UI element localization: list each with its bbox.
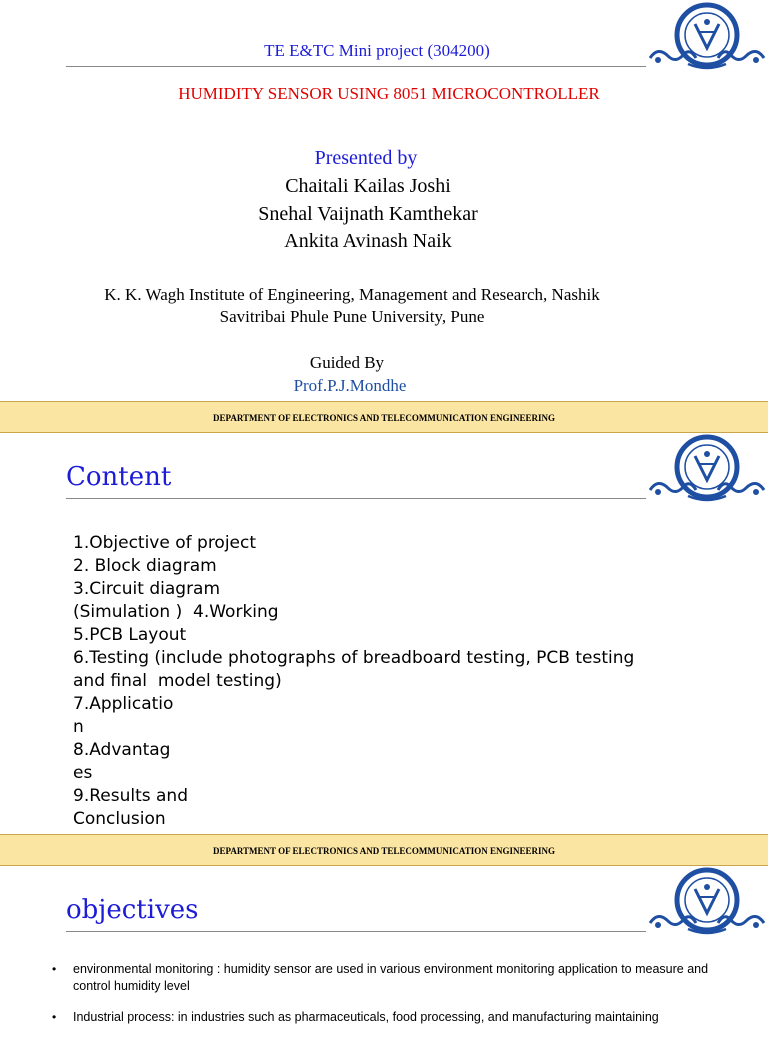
bullet-icon: • bbox=[52, 1010, 57, 1024]
content-slide bbox=[0, 434, 768, 834]
presenter-name-3: Ankita Avinash Naik bbox=[284, 230, 452, 252]
college-emblem-icon bbox=[648, 2, 766, 72]
objectives-slide bbox=[0, 867, 768, 1024]
header-divider bbox=[66, 931, 646, 932]
bullet-icon: • bbox=[52, 962, 57, 976]
department-footer: DEPARTMENT OF ELECTRONICS AND TELECOMMUNICATION ENGINEERING bbox=[0, 834, 768, 866]
list-item: Conclusion bbox=[73, 809, 166, 829]
list-item bbox=[52, 961, 712, 995]
list-item: 7.Applicatio bbox=[73, 694, 174, 714]
slide-title: objectives bbox=[66, 895, 199, 925]
list-item: 8.Advantag bbox=[73, 740, 171, 760]
department-footer: DEPARTMENT OF ELECTRONICS AND TELECOMMUNICATION ENGINEERING bbox=[0, 401, 768, 433]
list-item: and final model testing) bbox=[73, 671, 282, 691]
content-list bbox=[73, 532, 723, 854]
project-title: HUMIDITY SENSOR USING 8051 MICROCONTROLLER bbox=[178, 84, 600, 103]
list-item: n bbox=[73, 717, 84, 737]
list-item: (Simulation ) 4.Working bbox=[73, 602, 279, 622]
presenter-name-2: Snehal Vaijnath Kamthekar bbox=[258, 203, 478, 225]
presented-by-label: Presented by bbox=[314, 147, 418, 169]
guided-by-label: Guided By bbox=[309, 353, 385, 372]
list-item: es bbox=[73, 763, 93, 783]
header-divider bbox=[66, 66, 646, 67]
college-emblem-icon bbox=[648, 434, 766, 504]
list-item: 5.PCB Layout bbox=[73, 625, 187, 645]
guide-name: Prof.P.J.Mondhe bbox=[293, 376, 407, 395]
institute-name: K. K. Wagh Institute of Engineering, Management and Research, Nashik bbox=[104, 285, 600, 304]
presenter-name-1: Chaitali Kailas Joshi bbox=[285, 175, 451, 197]
college-emblem-icon bbox=[648, 867, 766, 937]
objective-text: environmental monitoring : humidity sensor are used in various environment monitoring application to measure and control humidity level bbox=[73, 962, 709, 993]
list-item bbox=[52, 1009, 712, 1026]
university-name: Savitribai Phule Pune University, Pune bbox=[219, 307, 485, 326]
course-heading: TE E&TC Mini project (304200) bbox=[264, 41, 490, 60]
list-item: 1.Objective of project bbox=[73, 533, 257, 553]
objective-text: Industrial process: in industries such as pharmaceuticals, food processing, and manufacturing maintaining bbox=[73, 1010, 659, 1024]
list-item: 6.Testing (include photographs of breadboard testing, PCB testing bbox=[73, 648, 635, 668]
list-item: 9.Results and bbox=[73, 786, 188, 806]
header-divider bbox=[66, 498, 646, 499]
slide-title: Content bbox=[66, 462, 172, 492]
list-item: 2. Block diagram bbox=[73, 556, 217, 576]
objectives-list bbox=[52, 961, 712, 1040]
title-slide bbox=[0, 0, 768, 401]
list-item: 3.Circuit diagram bbox=[73, 579, 221, 599]
